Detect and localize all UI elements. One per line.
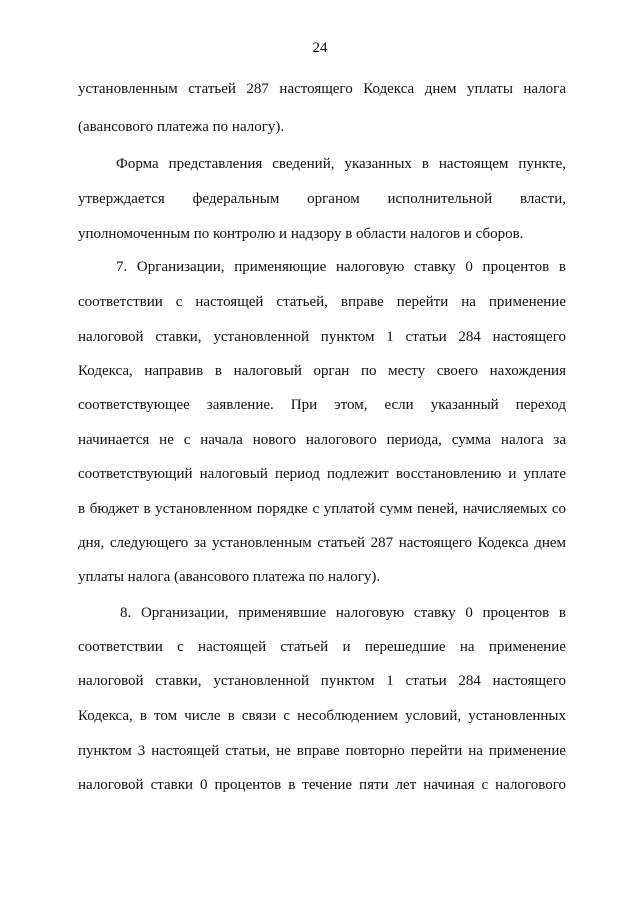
text-line: Форма представления сведений, указанных в настоящем пункте, — [116, 156, 566, 172]
text-line: 8. Организации, применявшие налоговую ставку 0 процентов в — [120, 605, 566, 621]
text-line: уполномоченным по контролю и надзору в области налогов и сборов. — [78, 226, 524, 242]
text-line: соответствии с настоящей статьей, вправе перейти на применение — [78, 294, 566, 310]
text-line: налоговой ставки 0 процентов в течение пяти лет начиная с налогового — [78, 777, 566, 793]
text-line: соответствующее заявление. При этом, если указанный переход — [78, 397, 566, 413]
text-line: соответствующий налоговый период подлежит восстановлению и уплате — [78, 466, 566, 482]
text-line: Кодекса, в том числе в связи с несоблюдением условий, установленных — [78, 708, 566, 724]
page-number: 24 — [312, 40, 328, 56]
text-line: в бюджет в установленном порядке с уплатой сумм пеней, начисляемых со — [78, 501, 566, 517]
text-line: (авансового платежа по налогу). — [78, 119, 285, 135]
text-line: утверждается федеральным органом исполнительной власти, — [78, 191, 566, 207]
text-line: 7. Организации, применяющие налоговую ставку 0 процентов в — [116, 259, 566, 275]
text-line: дня, следующего за установленным статьей 287 настоящего Кодекса днем — [78, 535, 566, 551]
text-line: соответствии с настоящей статьей и перешедшие на применение — [78, 639, 566, 655]
text-line: начинается не с начала нового налогового периода, сумма налога за — [78, 432, 566, 448]
text-line: уплаты налога (авансового платежа по налогу). — [78, 569, 381, 585]
text-line: пунктом 3 настоящей статьи, не вправе повторно перейти на применение — [78, 743, 566, 759]
text-line: Кодекса, направив в налоговый орган по месту своего нахождения — [78, 363, 566, 379]
text-line: налоговой ставки, установленной пунктом 1 статьи 284 настоящего — [78, 673, 566, 689]
text-line: налоговой ставки, установленной пунктом 1 статьи 284 настоящего — [78, 329, 566, 345]
text-line: установленным статьей 287 настоящего Кодекса днем уплаты налога — [78, 81, 566, 97]
